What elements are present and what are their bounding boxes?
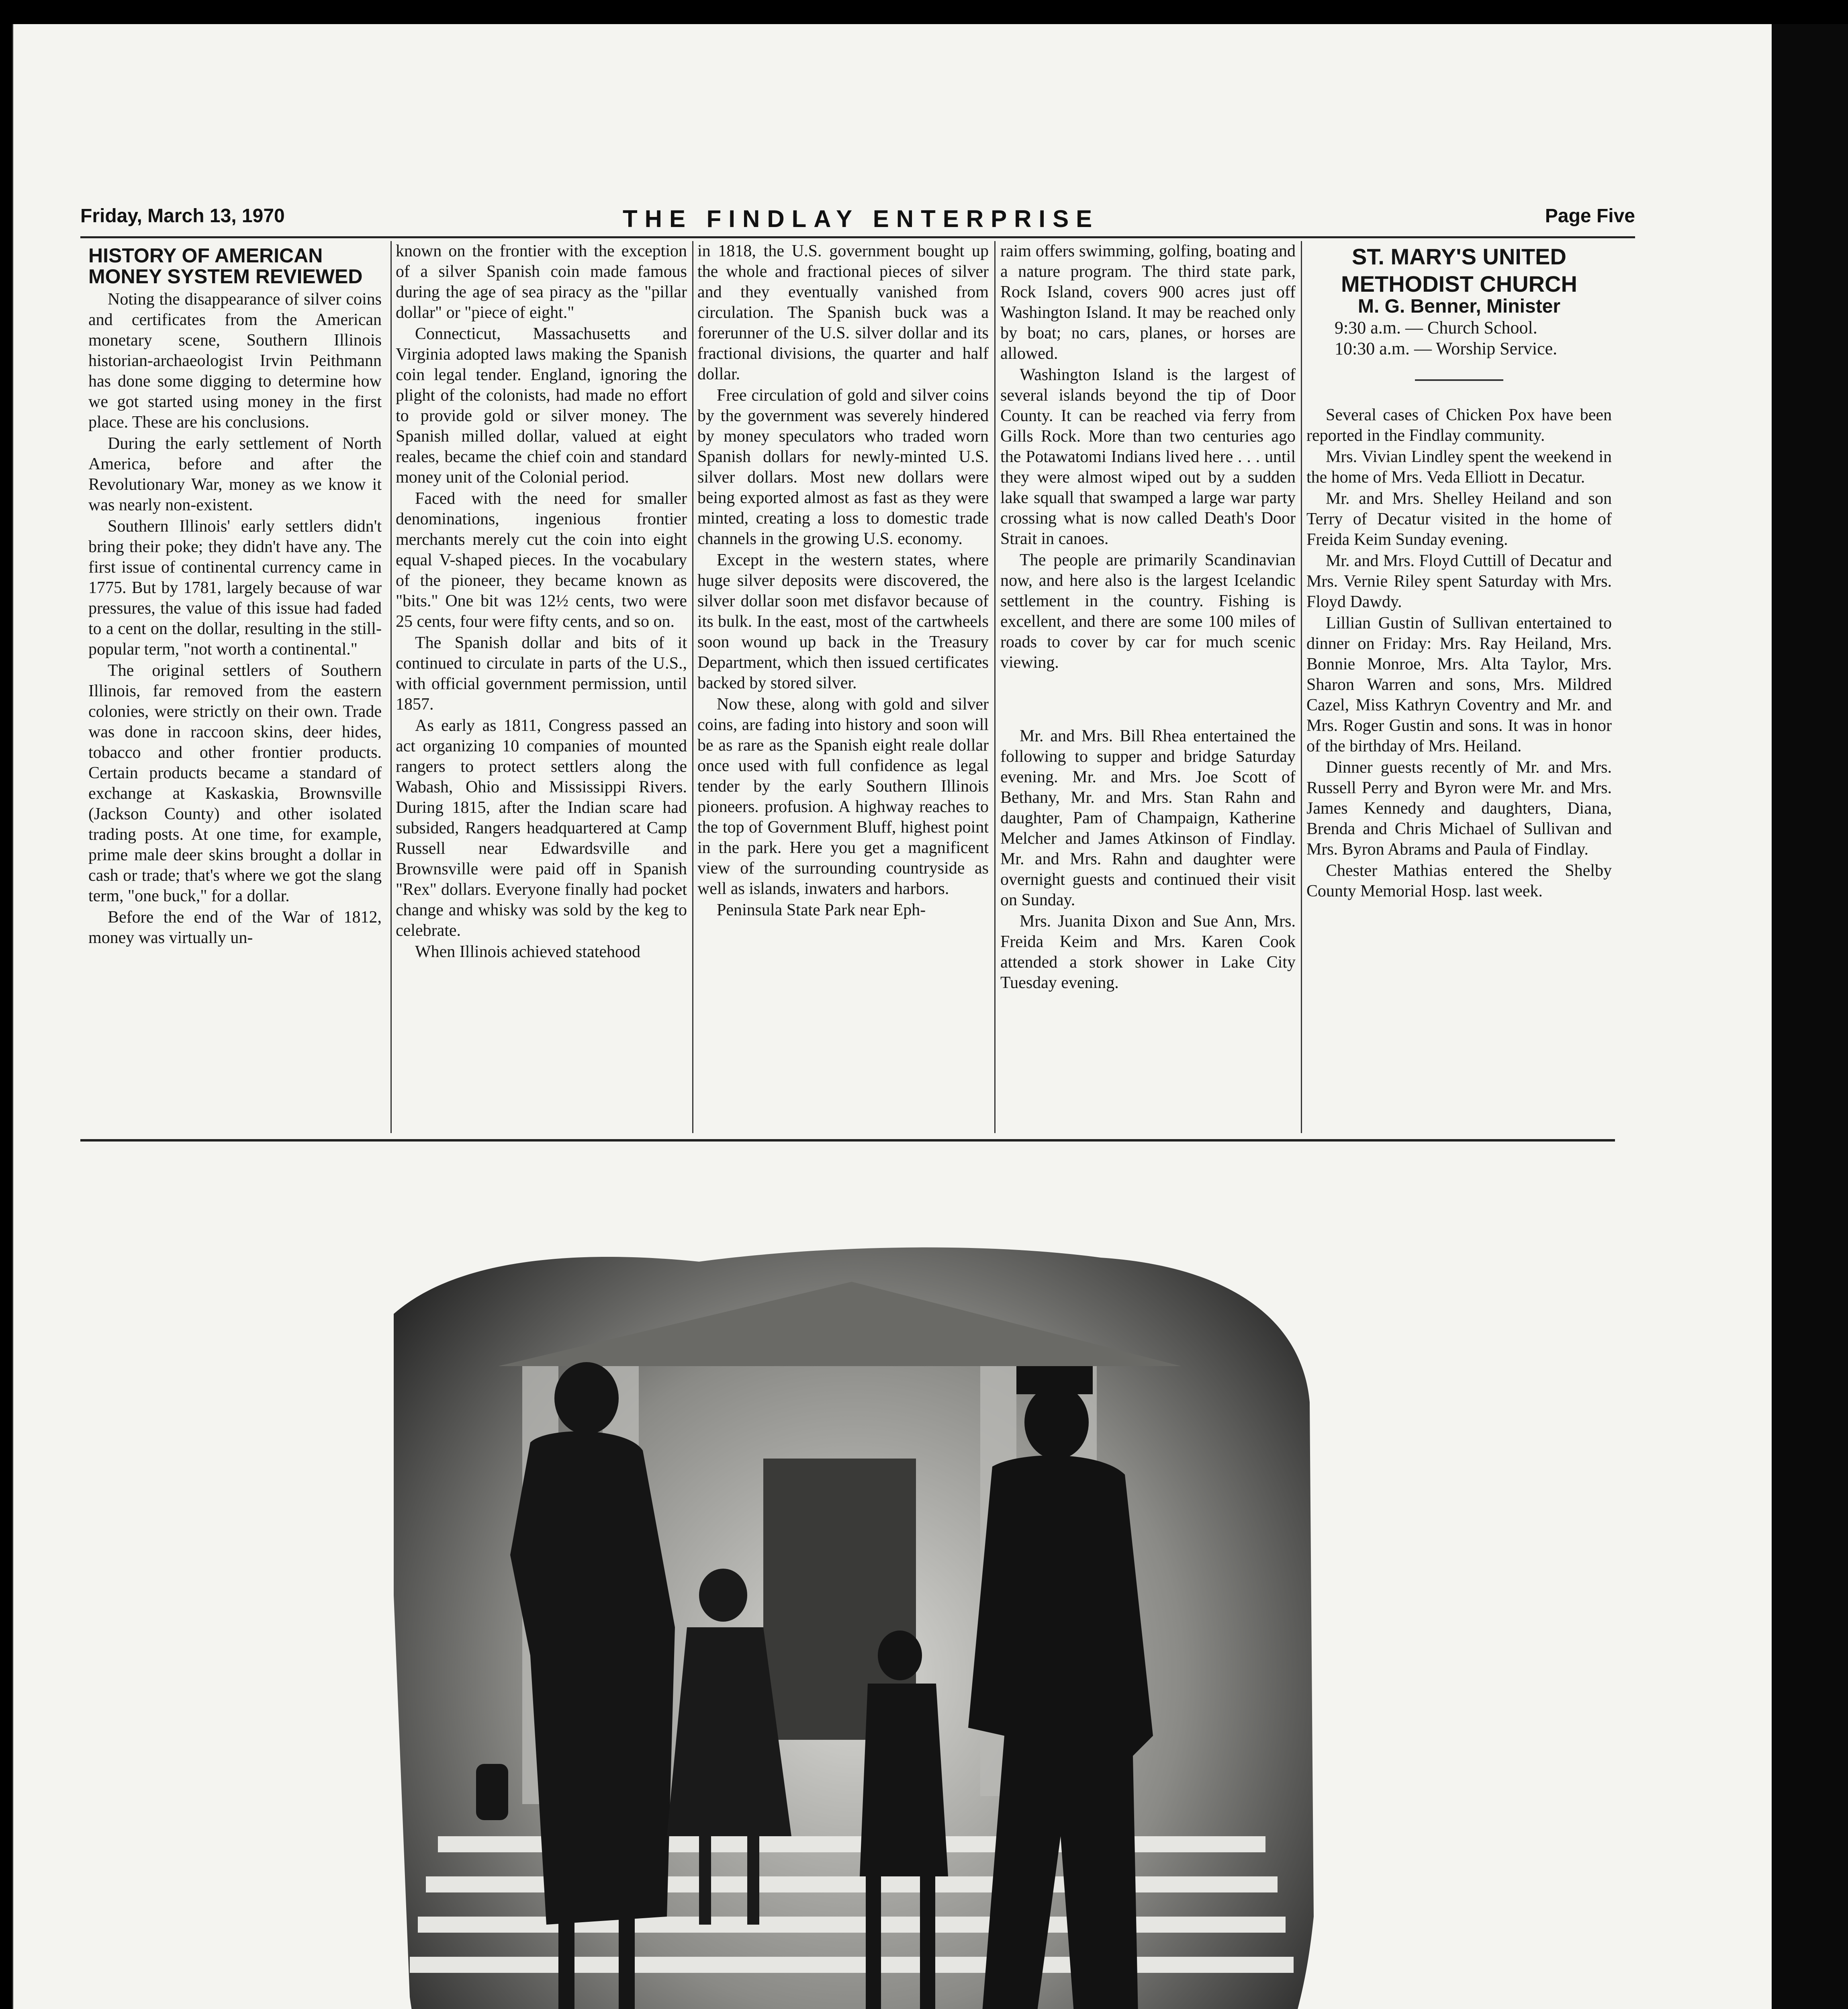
- issue-date: Friday, March 13, 1970: [80, 205, 285, 227]
- newspaper-title: THE FINDLAY ENTERPRISE: [623, 205, 1100, 232]
- social-news-paragraph: Several cases of Chicken Pox have been reported in the Findlay community.: [1306, 406, 1612, 445]
- article-paragraph: Peninsula State Park near Eph-: [717, 901, 926, 919]
- article-column-4: [1000, 241, 1296, 994]
- column-divider: [390, 241, 392, 1133]
- article-paragraph: When Illinois achieved statehood: [415, 943, 640, 961]
- news-column-5: [1306, 241, 1612, 902]
- page-number: Page Five: [1545, 205, 1635, 227]
- masthead-rule: [80, 236, 1635, 238]
- social-news-paragraph: Mr. and Mrs. Shelley Heiland and son Terry of Decatur visited in the home of Freida Keim Sunday evening.: [1306, 489, 1612, 549]
- article-paragraph: Except in the western states, where huge silver deposits were discovered, the silver dollar soon met disfavor because of its bulk. In the east, most of the cartwheels soon wound up back in the Treasury Department, which then issued certificates backed by stored silver.: [697, 551, 989, 692]
- article-headline-2: MONEY SYSTEM REVIEWED: [88, 265, 363, 288]
- minister-name: M. G. Benner, Minister: [1357, 296, 1561, 317]
- article-column-1: [88, 241, 382, 949]
- masthead: [80, 201, 1635, 237]
- article-paragraph: Now these, along with gold and silver coins, are fading into history and soon will be as rare as the Spanish eight reale dollar once used with full confidence as legal tender by the early Southern Illinois pioneers. profusion. A highway reaches to the top of Government Bluff, highest point in the park. Here you get a magnificent view of the surrounding countryside as well as islands, inwaters and harbors.: [697, 695, 989, 898]
- article-paragraph: The original settlers of Southern Illinois, far removed from the eastern colonies, were strictly on their own. Trade was done in raccoon skins, deer hides, tobacco and other frontier products. Certain products became a standard of exchange at Kaskaskia, Brownsville (Jackson County) and other isolated trading posts. At one time, for example, prime male deer skins brought a dollar in cash or trade; that's where we got the slang term, "one buck," for a dollar.: [88, 661, 382, 905]
- service-time-2: 10:30 a.m. — Worship Service.: [1335, 339, 1558, 358]
- social-news-paragraph: Mrs. Vivian Lindley spent the weekend in the home of Mrs. Veda Elliott in Decatur.: [1306, 448, 1612, 487]
- church-name-line-2: METHODIST CHURCH: [1341, 271, 1577, 297]
- article-paragraph: raim offers swimming, golfing, boating and a nature program. The third state park, Rock Island, covers 900 acres just off Washington Island. It may be reached only by boat; no cars, planes, or horses are allowed.: [1000, 242, 1296, 363]
- article-column-3: [697, 241, 989, 921]
- church-name-line-1: ST. MARY'S UNITED: [1352, 244, 1566, 269]
- article-paragraph: known on the frontier with the exception of a silver Spanish coin made famous during the age of sea piracy as the "pillar dollar" or "piece of eight.": [396, 242, 687, 322]
- content-bottom-rule: [80, 1139, 1615, 1142]
- article-paragraph: As early as 1811, Congress passed an act organizing 10 companies of mounted rangers to protect settlers along the Wabash, Ohio and Mississippi Rivers. During 1815, after the Indian scare had subsided, Rangers headquartered at Camp Russell near Edwardsville and Brownsville were paid off in Spanish "Rex" dollars. Everyone finally had pocket change and whisky was sold by the keg to celebrate.: [396, 716, 687, 940]
- social-news-paragraph: Lillian Gustin of Sullivan entertained to dinner on Friday: Mrs. Ray Heiland, Mrs. Bonnie Monroe, Mrs. Alta Taylor, Mrs. Sharon Warren and sons, Mrs. Mildred Cazel, Miss Kathryn Coventry and Mr. and Mrs. Roger Gustin and sons. It was in honor of the birthday of Mrs. Heiland.: [1306, 614, 1612, 755]
- article-paragraph: The people are primarily Scandinavian now, and here also is the largest Icelandic settlement in the country. Fishing is excellent, and there are some 100 miles of roads to cover by car for much scenic viewing.: [1000, 551, 1296, 672]
- service-time-1: 9:30 a.m. — Church School.: [1335, 318, 1537, 338]
- article-paragraph: Washington Island is the largest of several islands beyond the tip of Door County. It can be reached via ferry from Gills Rock. More than two centuries ago the Potawatomi Indians lived here . . . until they were almost wiped out by a sudden lake squall that swamped a large war party crossing what is now called Death's Door Strait in canoes.: [1000, 366, 1296, 548]
- column-divider: [1301, 241, 1302, 1133]
- article-paragraph: Noting the disappearance of silver coins and certificates from the American monetary scene, Southern Illinois historian-archaeologist Irvin Peithmann has done some digging to determine how we got started using money in the first place. These are his conclusions.: [88, 290, 382, 432]
- column-divider: [692, 241, 693, 1133]
- article-column-2: [396, 241, 687, 963]
- social-news-paragraph: Mr. and Mrs. Floyd Cuttill of Decatur and Mrs. Vernie Riley spent Saturday with Mrs. Floyd Dawdy.: [1306, 552, 1612, 611]
- social-news-paragraph: Dinner guests recently of Mr. and Mrs. Russell Perry and Byron were Mr. and Mrs. James Kennedy and daughters, Diana, Brenda and Chris Michael of Sullivan and Mrs. Byron Abrams and Paula of Findlay.: [1306, 758, 1612, 859]
- column-divider: [994, 241, 996, 1133]
- social-news-paragraph: Mr. and Mrs. Bill Rhea entertained the following to supper and bridge Saturday evening. Mr. and Mrs. Joe Scott of Bethany, Mr. and Mrs. Stan Rahn and daughter, Pam of Champaign, Katherine Melcher and James Atkinson of Findlay. Mr. and Mrs. Rahn and daughter were overnight guests and continued their visit on Sunday.: [1000, 727, 1296, 909]
- article-paragraph: Connecticut, Massachusetts and Virginia adopted laws making the Spanish coin legal tender. England, ignoring the plight of the colonists, had made no effort to provide gold or silver money. The Spanish milled dollar, valued at eight reales, became the chief coin and standard money unit of the Colonial period.: [396, 325, 687, 487]
- social-news-paragraph: Chester Mathias entered the Shelby County Memorial Hosp. last week.: [1306, 861, 1612, 900]
- article-paragraph: The Spanish dollar and bits of it continued to circulate in parts of the U.S., with official government permission, until 1857.: [396, 634, 687, 714]
- article-paragraph: During the early settlement of North America, before and after the Revolutionary War, money as we know it was nearly non-existent.: [88, 434, 382, 514]
- social-news-paragraph: Mrs. Juanita Dixon and Sue Ann, Mrs. Freida Keim and Mrs. Karen Cook attended a stork shower in Lake City Tuesday evening.: [1000, 912, 1296, 992]
- section-divider: [1415, 379, 1503, 381]
- article-paragraph: Southern Illinois' early settlers didn't bring their poke; they didn't have any. The first issue of continental currency came in 1775. But by 1781, largely because of war pressures, the value of this issue had faded to a cent on the dollar, resulting in the still-popular term, "not worth a continental.": [88, 517, 382, 659]
- article-paragraph: Before the end of the War of 1812, money was virtually un-: [88, 908, 382, 947]
- article-paragraph: in 1818, the U.S. government bought up the whole and fractional pieces of silver and they eventually vanished from circulation. The Spanish buck was a forerunner of the U.S. silver dollar and its fractional divisions, the quarter and half dollar.: [697, 242, 989, 383]
- article-headline-1: HISTORY OF AMERICAN: [88, 244, 323, 267]
- scan-edge: [1772, 24, 1848, 2009]
- article-paragraph: Faced with the need for smaller denominations, ingenious frontier merchants merely cut the coin into eight equal V-shaped pieces. In the vocabulary of the pioneer, they became known as "bits." One bit was 12½ cents, two were 25 cents, four were fifty cents, and so on.: [396, 489, 687, 631]
- family-church-photo: [378, 1234, 1326, 2009]
- article-paragraph: Free circulation of gold and silver coins by the government was severely hindered by money speculators who traded worn Spanish dollars for newly-minted U.S. silver dollars. Most new dollars were being exported almost as fast as they were minted, creating a loss to domestic trade channels in the growing U.S. economy.: [697, 386, 989, 548]
